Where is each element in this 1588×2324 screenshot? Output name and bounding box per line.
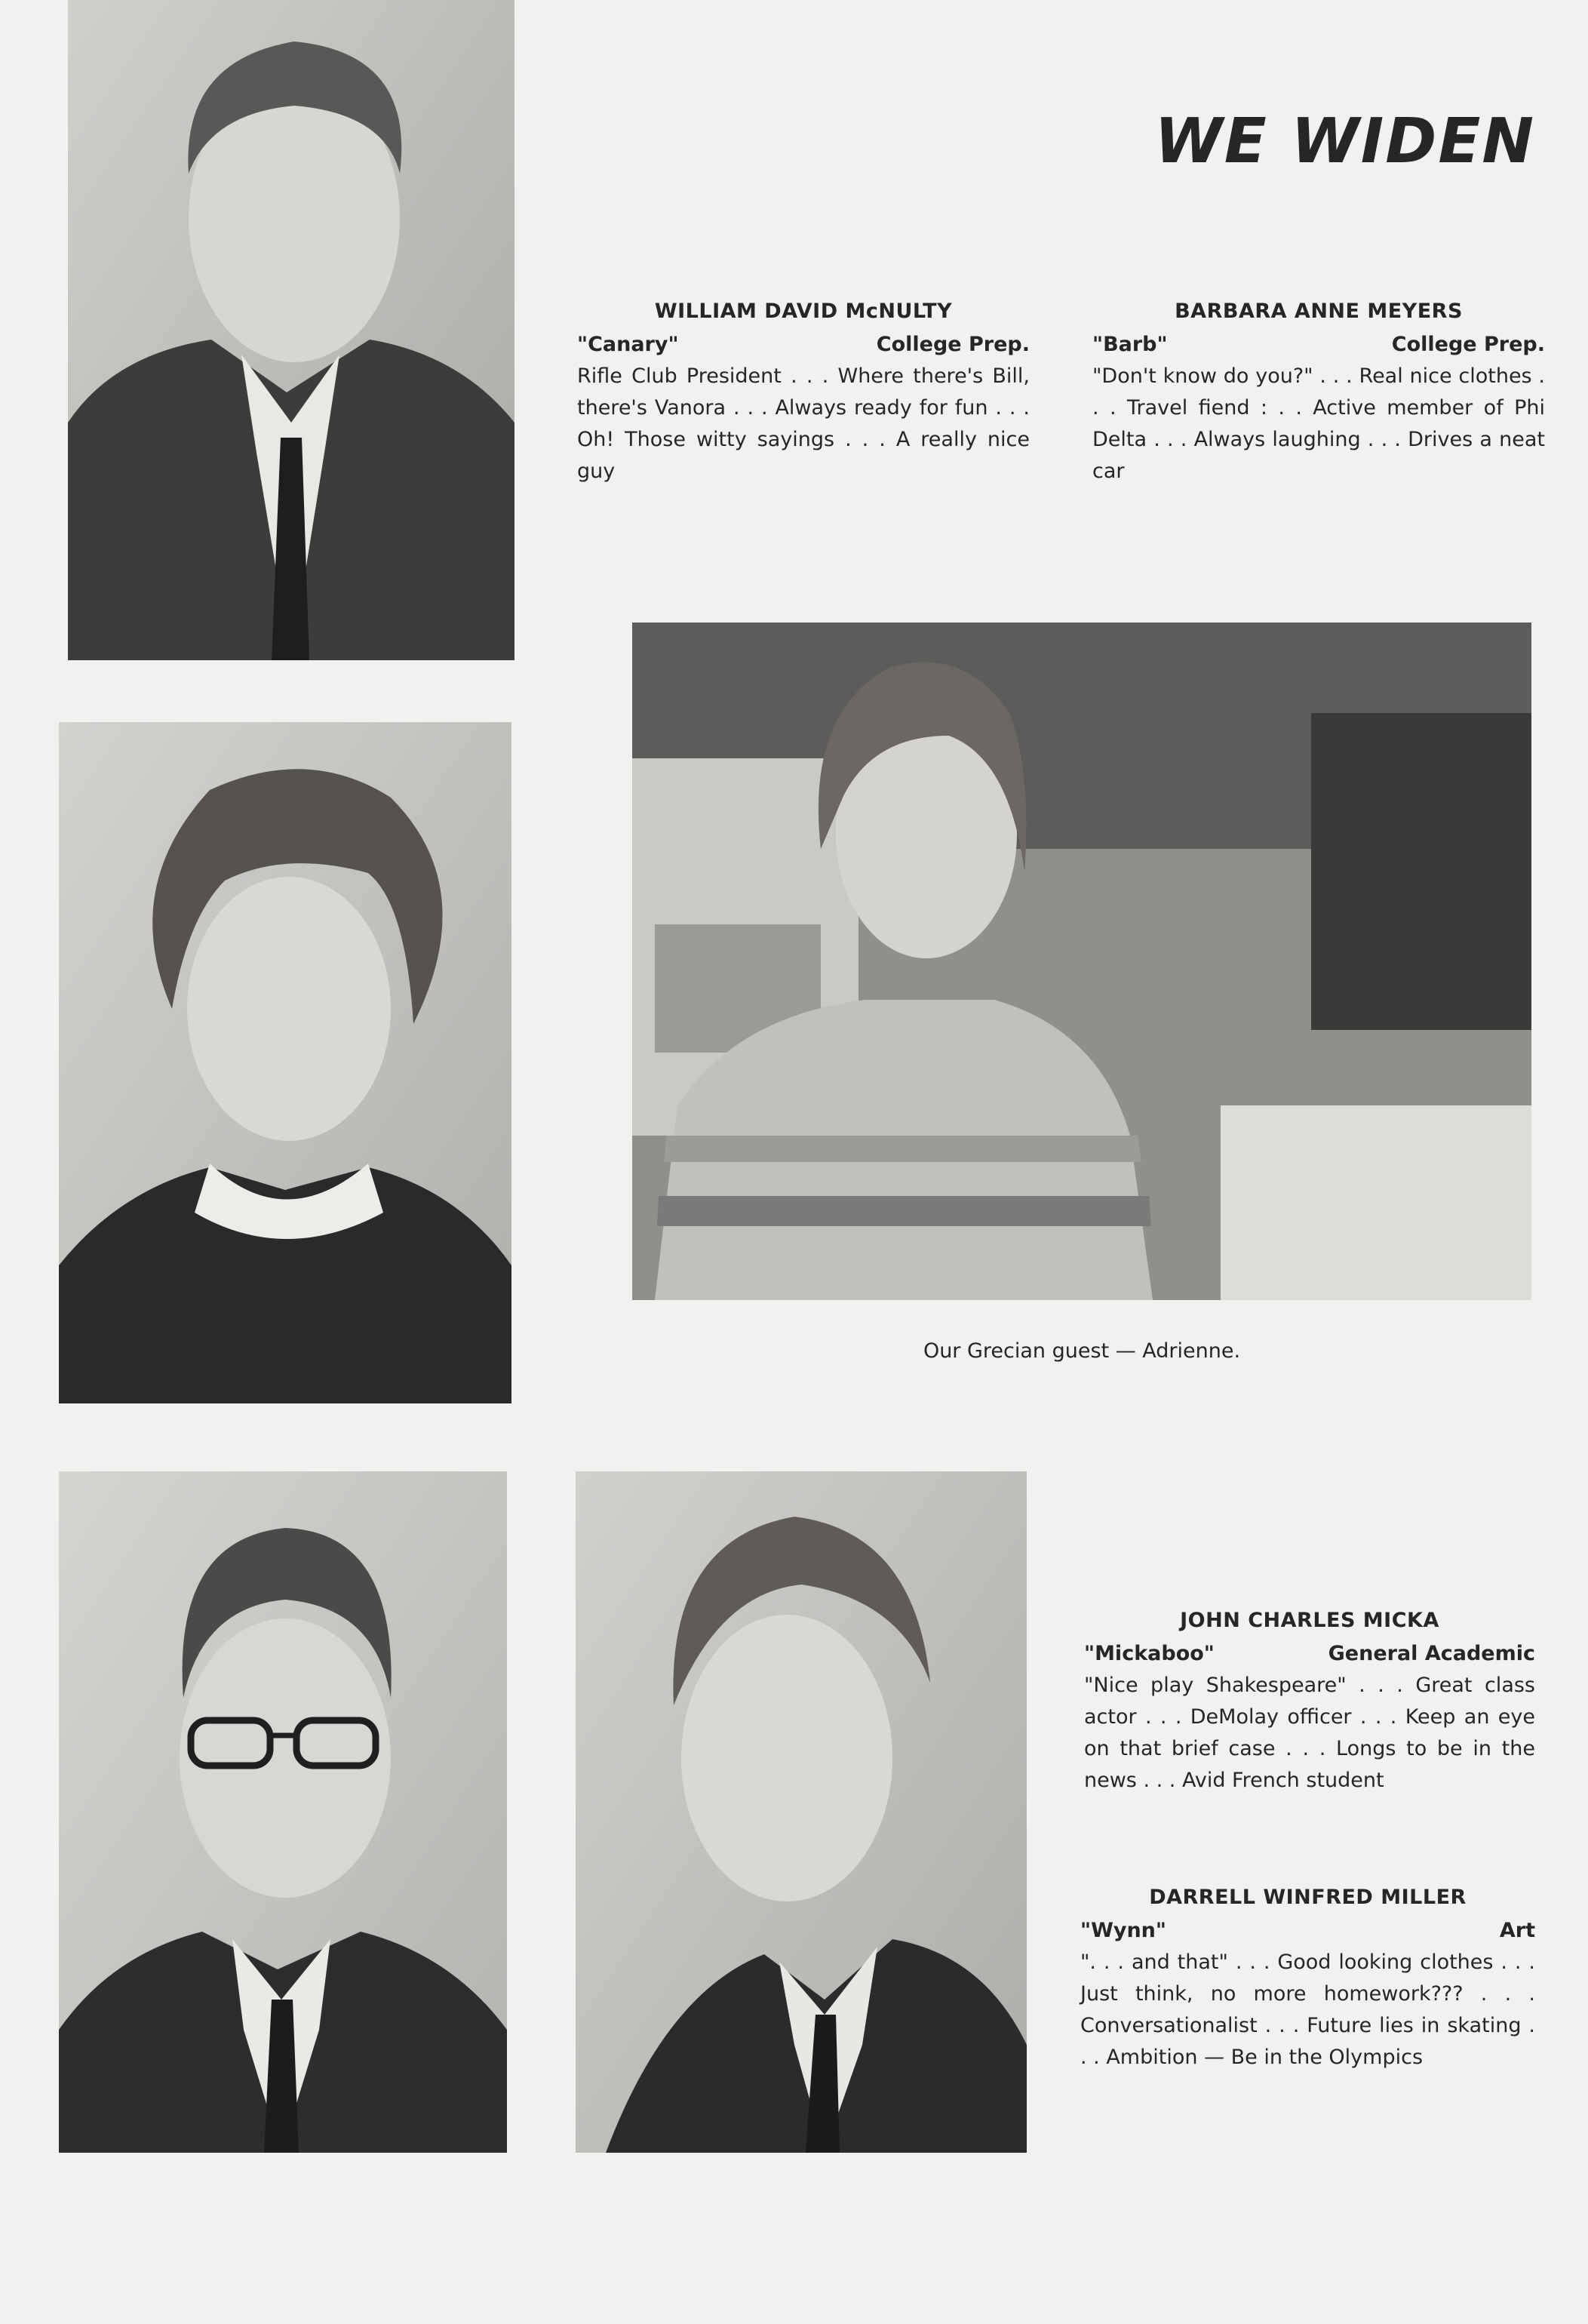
nickname-course-row <box>1084 1638 1535 1670</box>
student-name: BARBARA ANNE MEYERS <box>1175 300 1463 323</box>
student-name: WILLIAM DAVID McNULTY <box>654 300 953 323</box>
page-headline: WE WIDEN <box>1154 106 1535 177</box>
student-course: College Prep. <box>1391 333 1545 356</box>
entry-john-micka <box>1084 1605 1535 1797</box>
student-name: JOHN CHARLES MICKA <box>1180 1609 1439 1632</box>
student-nickname: "Barb" <box>1092 333 1168 356</box>
entry-william-mcnulty <box>577 296 1030 487</box>
student-bio: "Don't know do you?" . . . Real nice clothes . . . Travel fiend : . . Active member of Phi Delta . . . Always laughing . . . Drives a neat car <box>1092 364 1545 483</box>
nickname-course-row <box>1092 329 1545 361</box>
student-course: College Prep. <box>876 333 1030 356</box>
student-course: General Academic <box>1328 1642 1535 1665</box>
student-nickname: "Wynn" <box>1080 1919 1166 1942</box>
student-bio: Rifle Club President . . . Where there's Bill, there's Vanora . . . Always ready for fun . . . Oh! Those witty sayings . . . A really nice guy <box>577 364 1030 483</box>
student-nickname: "Mickaboo" <box>1084 1642 1215 1665</box>
student-course: Art <box>1499 1919 1535 1942</box>
candid-photo-caption: Our Grecian guest — Adrienne. <box>923 1339 1241 1363</box>
student-bio: "Nice play Shakespeare" . . . Great class actor . . . DeMolay officer . . . Keep an eye on that brief case . . . Longs to be in the news . . . Avid French student <box>1084 1674 1535 1792</box>
student-name: DARRELL WINFRED MILLER <box>1149 1886 1467 1909</box>
portrait-darrell-miller <box>576 1471 1027 2153</box>
candid-photo-adrienne <box>632 622 1531 1300</box>
nickname-course-row <box>1080 1915 1535 1947</box>
portrait-william-mcnulty <box>68 0 514 660</box>
portrait-barbara-meyers <box>59 722 511 1403</box>
student-nickname: "Canary" <box>577 333 679 356</box>
nickname-course-row <box>577 329 1030 361</box>
entry-darrell-miller <box>1080 1882 1535 2073</box>
portrait-john-micka <box>59 1471 507 2153</box>
student-bio: ". . . and that" . . . Good looking clothes . . . Just think, no more homework??? . . . Conversationalist . . . Future lies in skating . . . Ambition — Be in the Olympics <box>1080 1950 1535 2069</box>
entry-barbara-meyers <box>1092 296 1545 487</box>
